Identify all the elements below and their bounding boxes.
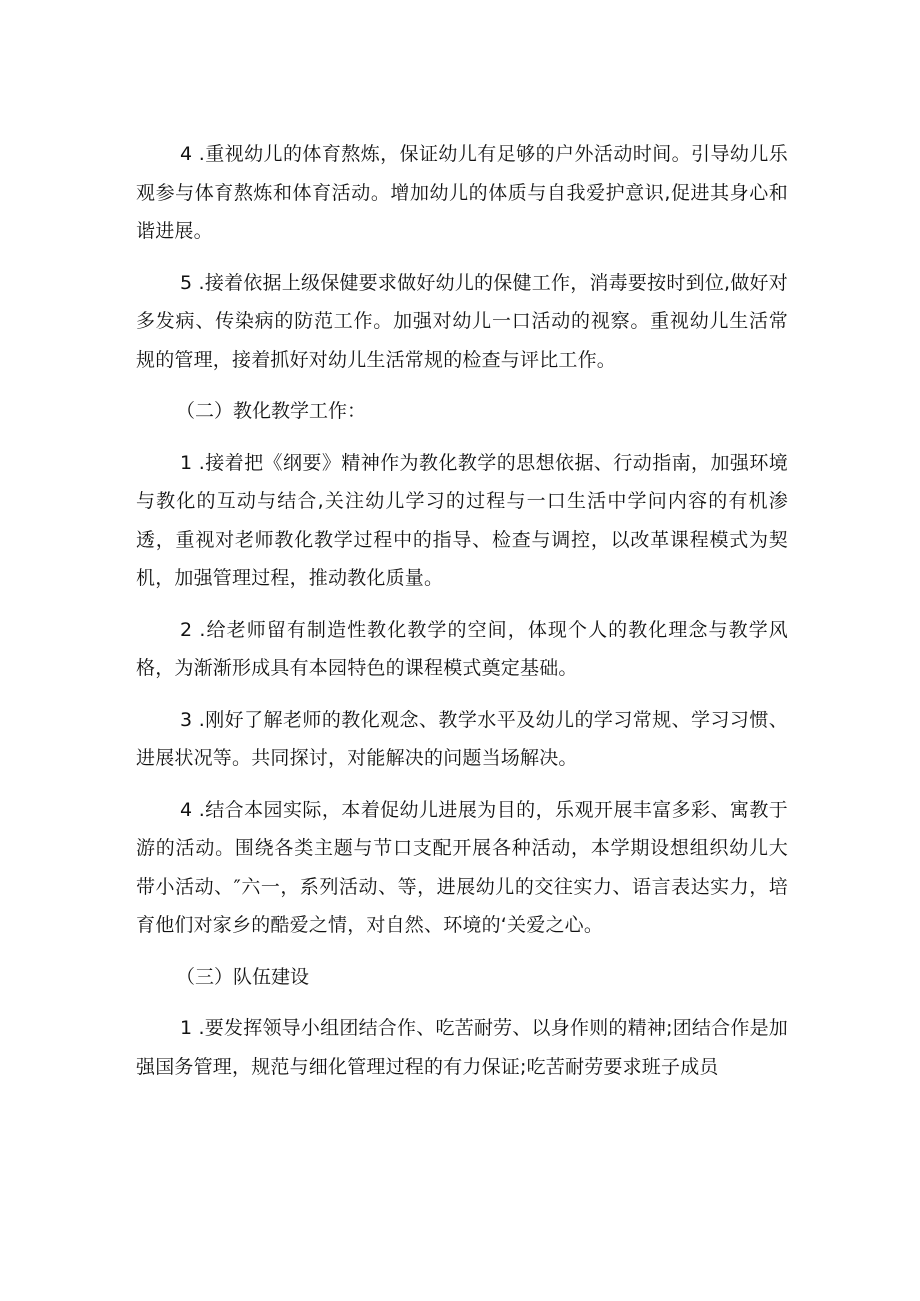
paragraph-teaching-1: 1 .接着把《纲要》精神作为教化教学的思想依据、行动指南，加强环境与教化的互动与结合,关注幼儿学习的过程与一口生活中学问内容的有机渗透，重视对老师教化教学过程中的指导、检查与调控，以改革课程模式为契机，加强管理过程，推动教化质量。 [136,451,788,589]
paragraph-health-care: 5 .接着依据上级保健要求做好幼儿的保健工作，消毒要按时到位,做好对多发病、传染病的防范工作。加强对幼儿一口活动的视察。重视幼儿生活常规的管理，接着抓好对幼儿生活常规的检查与评比工作。 [136,271,788,371]
paragraph-team-1: 1 .要发挥领导小组团结合作、吃苦耐劳、以身作则的精神;团结合作是加强国务管理，规范与细化管理过程的有力保证;吃苦耐劳要求班子成员 [136,1017,788,1078]
section-heading-teaching: （二）教化教学工作： [176,400,367,422]
paragraph-teaching-4: 4 .结合本园实际，本着促幼儿进展为目的，乐观开展丰富多彩、寓教于游的活动。围绕各类主题与节口支配开展各种活动，本学期设想组织幼儿大带小活动、″六一，系列活动、等，进展幼儿的交往实力、语言表达实力，培育他们对家乡的酷爱之情，对自然、环境的‘关爱之心。 [136,798,788,936]
paragraph-health-sports: 4 .重视幼儿的体育熬炼，保证幼儿有足够的户外活动时间。引导幼儿乐观参与体育熬炼和体育活动。增加幼儿的体质与自我爱护意识,促进其身心和谐进展。 [136,143,788,242]
paragraph-teaching-3: 3 .刚好了解老师的教化观念、教学水平及幼儿的学习常规、学习习惯、进展状况等。共同探讨，对能解决的问题当场解决。 [136,708,788,769]
document-body [136,135,788,1099]
paragraph-teaching-2: 2 .给老师留有制造性教化教学的空间，体现个人的教化理念与教学风格，为渐渐形成具有本园特色的课程模式奠定基础。 [136,618,788,679]
section-heading-team: （三）队伍建设 [176,965,310,988]
